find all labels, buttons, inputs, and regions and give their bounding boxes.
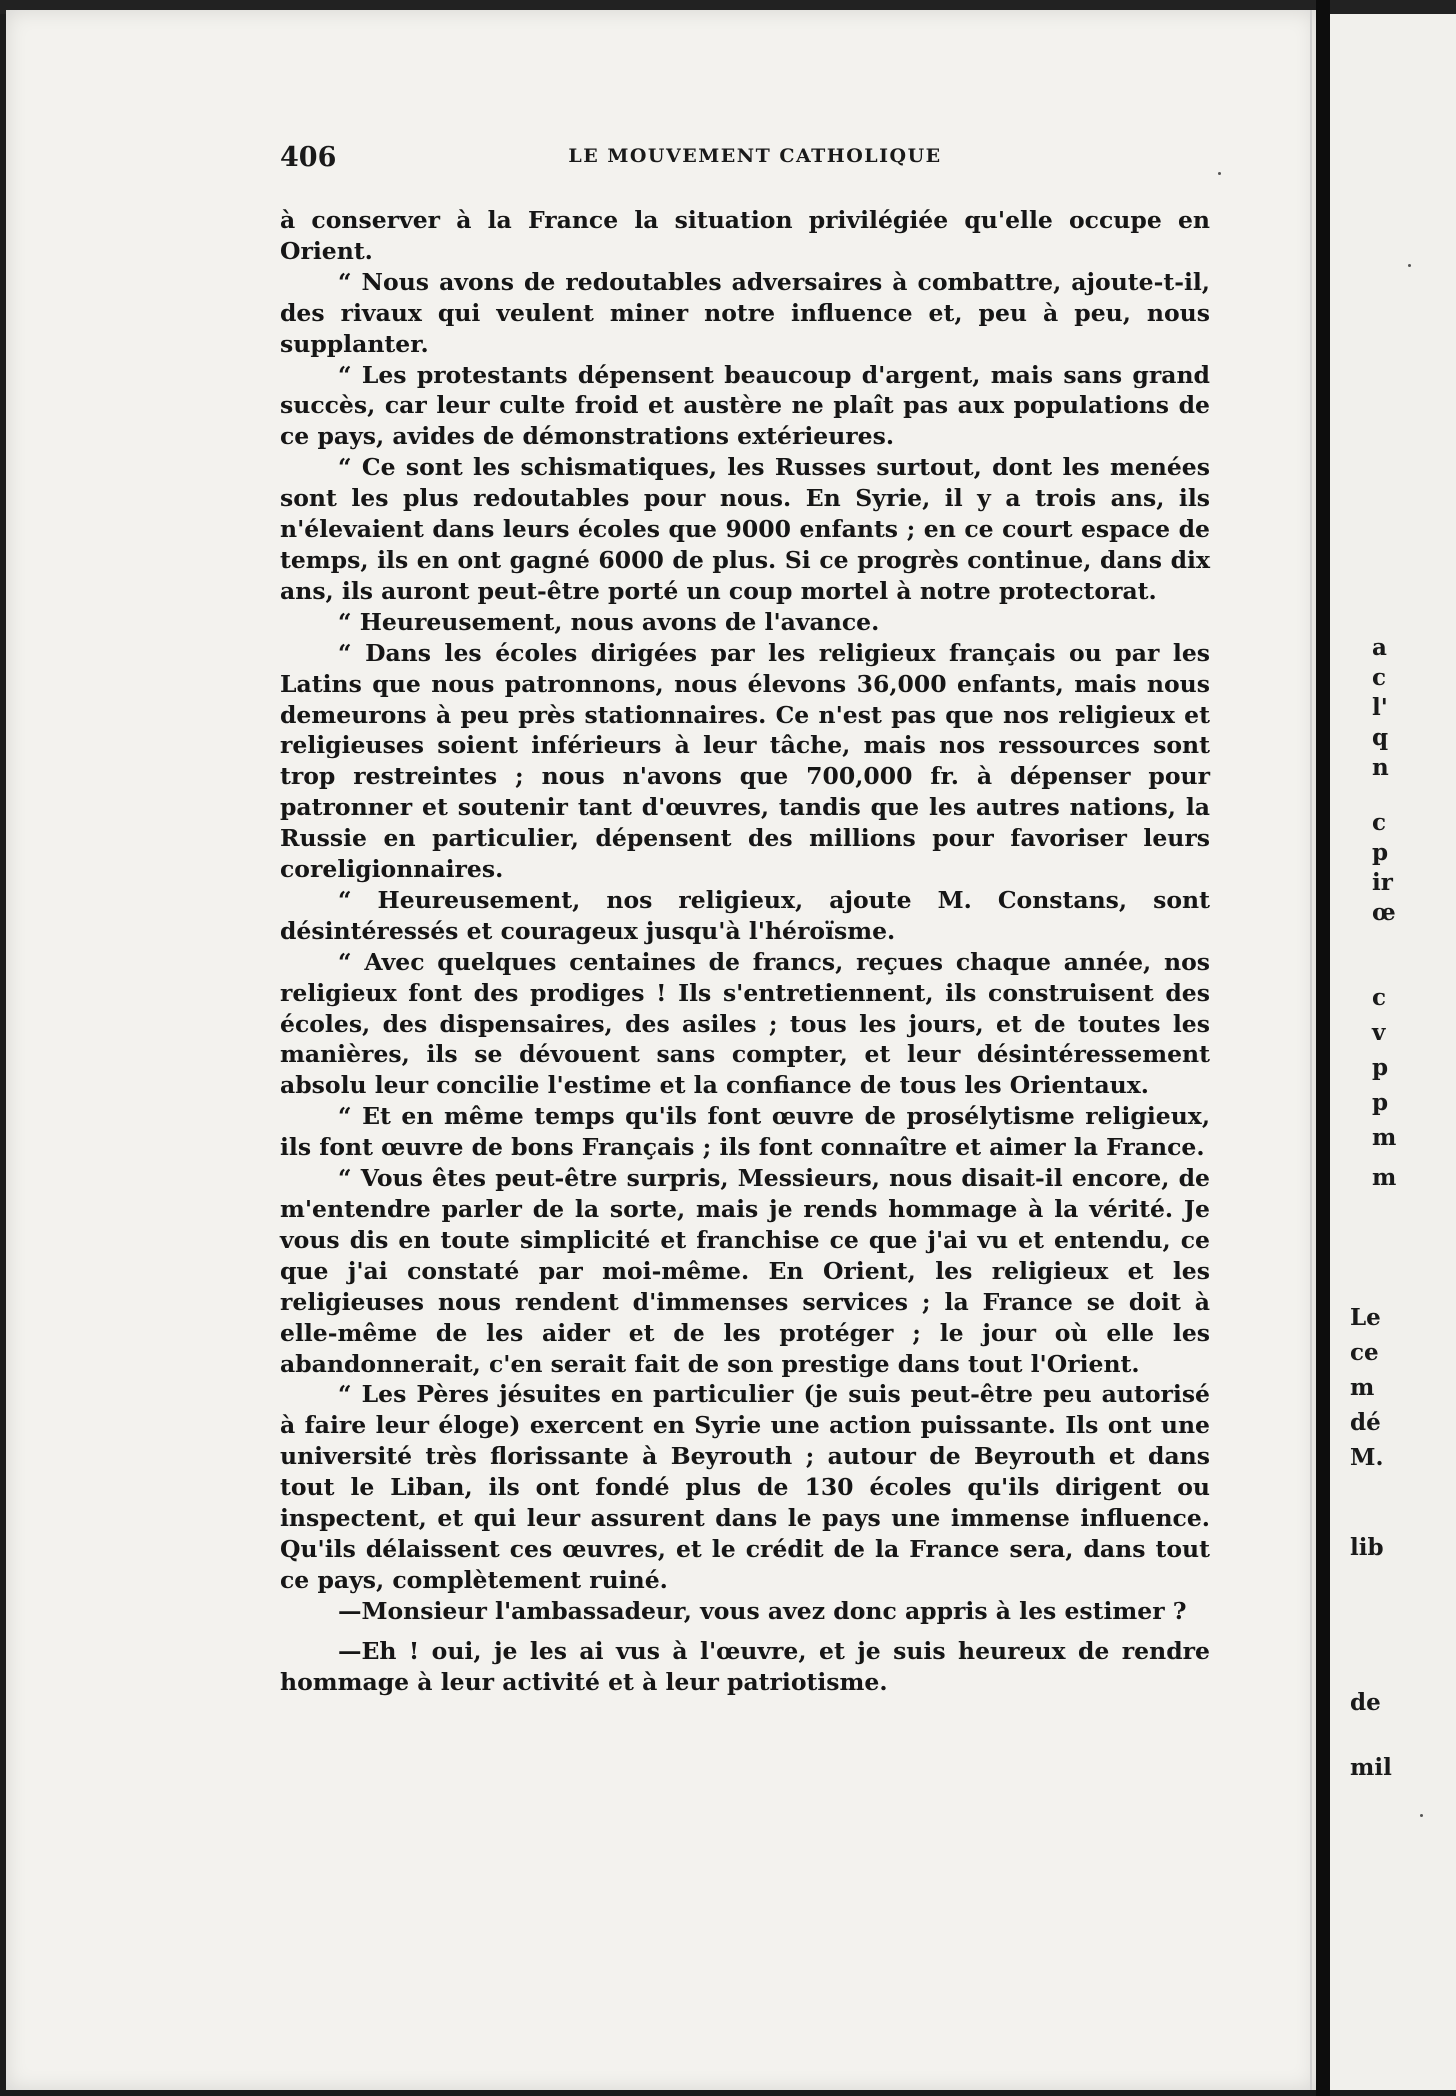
text-fragment: de xyxy=(1350,1689,1381,1716)
text-fragment: ce xyxy=(1350,1339,1379,1366)
text-fragment: œ xyxy=(1372,899,1396,926)
paragraph: “ Avec quelques centaines de francs, reçues chaque année, nos religieux font des prodiges ! Ils s'entretiennent, ils construisent des écoles, des dispensaires, des asiles ; tous les jours, et de toutes les manières, ils se dévouent sans compter, et leur désintéressement absolu leur concilie l'estime et la confiance de tous les Orientaux. xyxy=(280,947,1210,1100)
paragraph: “ Heureusement, nos religieux, ajoute M. Constans, sont désintéressés et courageux jusqu'à l'héroïsme. xyxy=(280,885,1210,945)
running-head-title: LE MOUVEMENT CATHOLIQUE xyxy=(568,145,942,167)
book-gutter xyxy=(1316,0,1330,2096)
text-fragment: c xyxy=(1372,984,1387,1011)
text-fragment: c xyxy=(1372,809,1387,836)
text-fragment: dé xyxy=(1350,1409,1381,1436)
speck xyxy=(1420,1814,1423,1817)
text-fragment: m xyxy=(1350,1374,1375,1401)
text-fragment: p xyxy=(1372,1089,1389,1116)
body-text xyxy=(280,205,1210,1698)
text-fragment: lib xyxy=(1350,1534,1384,1561)
paragraph: “ Les Pères jésuites en particulier (je suis peut-être peu autorisé à faire leur éloge) exercent en Syrie une action puissante. Ils ont une université très florissante à Beyrouth ; autour de Beyrouth et dans tout le Liban, ils ont fondé plus de 130 écoles qu'ils dirigent ou inspectent, et qui leur assurent dans le pays une immense influence. Qu'ils délaissent ces œuvres, et le crédit de la France sera, dans tout ce pays, complètement ruiné. xyxy=(280,1380,1210,1594)
text-fragment: m xyxy=(1372,1124,1397,1151)
page-fold-shadow xyxy=(1310,10,1312,2090)
running-head xyxy=(280,142,1210,178)
text-fragment: v xyxy=(1372,1019,1386,1046)
text-fragment: a xyxy=(1372,634,1387,661)
paragraph: “ Ce sont les schismatiques, les Russes surtout, dont les menées sont les plus redoutables pour nous. En Syrie, il y a trois ans, ils n'élevaient dans leurs écoles que 9000 enfants ; en ce court espace de temps, ils en ont gagné 6000 de plus. Si ce progrès continue, dans dix ans, ils auront peut-être porté un coup mortel à notre protectorat. xyxy=(280,453,1210,605)
paragraph: —Eh ! oui, je les ai vus à l'œuvre, et je suis heureux de rendre hommage à leur activité et à leur patriotisme. xyxy=(280,1636,1210,1696)
paragraph: à conserver à la France la situation privilégiée qu'elle occupe en Orient. xyxy=(280,206,1210,265)
paragraph: “ Dans les écoles dirigées par les religieux français ou par les Latins que nous patronnons, nous élevons 36,000 enfants, mais nous demeurons à peu près stationnaires. Ce n'est pas que nos religieux et religieuses soient inférieurs à leur tâche, mais nos ressources sont trop restreintes ; nous n'avons que 700,000 fr. à dépenser pour patronner et soutenir tant d'œuvres, tandis que les autres nations, la Russie en particulier, dépensent des millions pour favoriser leurs coreligionnaires. xyxy=(280,638,1210,884)
text-fragment: Le xyxy=(1350,1304,1381,1331)
text-fragment: p xyxy=(1372,1054,1389,1081)
paragraph: “ Et en même temps qu'ils font œuvre de prosélytisme religieux, ils font œuvre de bons Français ; ils font connaître et aimer la France. xyxy=(280,1102,1210,1162)
speck xyxy=(1408,264,1411,267)
text-fragment: mil xyxy=(1350,1754,1392,1781)
text-fragment: c xyxy=(1372,664,1387,691)
paragraph: “ Nous avons de redoutables adversaires à combattre, ajoute-t-il, des rivaux qui veulent miner notre influence et, peu à peu, nous supplanter. xyxy=(280,267,1210,358)
text-fragment: p xyxy=(1372,839,1389,866)
speck xyxy=(1218,172,1221,175)
text-fragment: q xyxy=(1372,724,1389,751)
page-number: 406 xyxy=(280,142,337,173)
text-fragment: M. xyxy=(1350,1444,1384,1471)
paragraph: “ Vous êtes peut-être surpris, Messieurs, nous disait-il encore, de m'entendre parler de la sorte, mais je rends hommage à la vérité. Je vous dis en toute simplicité et franchise ce que j'ai vu et entendu, ce que j'ai constaté par moi-même. En Orient, les religieux et les religieuses nous rendent d'immenses services ; la France se doit à elle-même de les aider et de les protéger ; le jour où elle les abandonnerait, c'en serait fait de son prestige dans tout l'Orient. xyxy=(280,1164,1210,1378)
text-fragment: l' xyxy=(1372,694,1388,721)
text-fragment: m xyxy=(1372,1164,1397,1191)
facing-page-fragments xyxy=(1330,14,1456,2090)
text-fragment: n xyxy=(1372,754,1389,781)
paragraph: “ Les protestants dépensent beaucoup d'argent, mais sans grand succès, car leur culte froid et austère ne plaît pas aux populations de ce pays, avides de démonstrations extérieures. xyxy=(280,360,1210,451)
facing-page-edge xyxy=(1330,14,1456,2090)
text-fragment: ir xyxy=(1372,869,1393,896)
paragraph: —Monsieur l'ambassadeur, vous avez donc appris à les estimer ? xyxy=(338,1596,1187,1625)
paragraph: “ Heureusement, nous avons de l'avance. xyxy=(338,607,880,636)
